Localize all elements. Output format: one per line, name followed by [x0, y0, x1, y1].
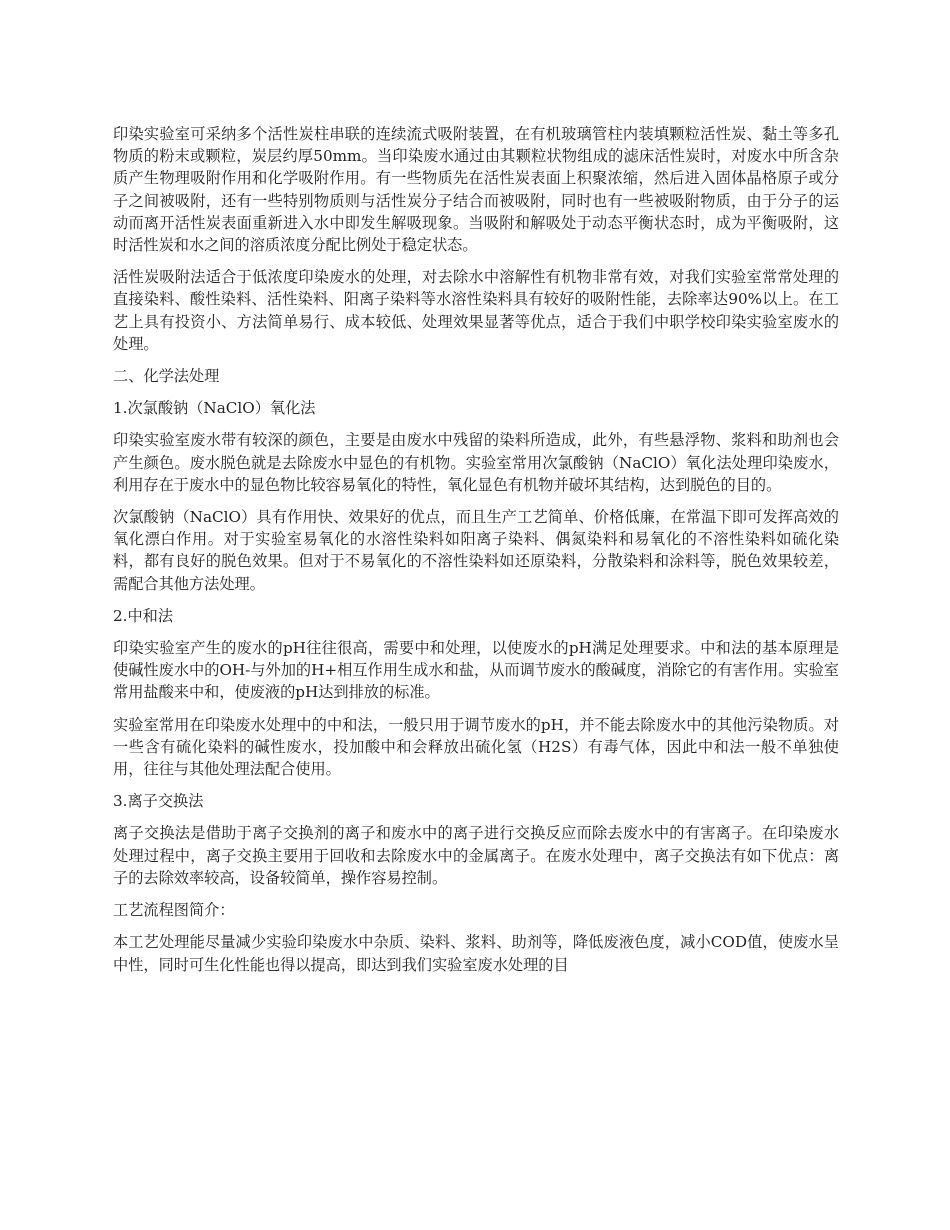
paragraph-activated-carbon-adsorption: 印染实验室可采纳多个活性炭柱串联的连续流式吸附装置，在有机玻璃管柱内装填颗粒活性炭、黏土等多孔物质的粉末或颗粒，炭层约厚50mm。当印染废水通过由其颗粒状物组成的滤床活性炭时，对废水中所含杂质产生物理吸附作用和化学吸附作用。有一些物质先在活性炭表面上积聚浓缩，然后进入固体晶格原子或分子之间被吸附，还有一些特别物质则与活性炭分子结合而被吸附，同时也有一些被吸附物质，由于分子的运动而离开活性炭表面重新进入水中即发生解吸现象。当吸附和解吸处于动态平衡状态时，成为平衡吸附，这时活性炭和水之间的溶质浓度分配比例处于稳定状态。 — [113, 125, 839, 255]
subheading-ion-exchange: 3.离子交换法 — [113, 792, 204, 811]
paragraph-naclo-decolorization: 印染实验室废水带有较深的颜色，主要是由废水中残留的染料所造成，此外，有些悬浮物、浆料和助剂也会产生颜色。废水脱色就是去除废水中显色的有机物。实验室常用次氯酸钠（NaClO）氧化法处理印染废水，利用存在于废水中的显色物比较容易氧化的特性，氧化显色有机物并破坏其结构，达到脱色的目的。 — [113, 431, 839, 494]
paragraph-naclo-advantages: 次氯酸钠（NaClO）具有作用快、效果好的优点，而且生产工艺简单、价格低廉，在常温下即可发挥高效的氧化漂白作用。对于实验室易氧化的水溶性染料如阳离子染料、偶氮染料和易氧化的不溶性染料如硫化染料，都有良好的脱色效果。但对于不易氧化的不溶性染料如还原染料，分散染料和涂料等，脱色效果较差，需配合其他方法处理。 — [113, 508, 839, 593]
subheading-process-flow: 工艺流程图简介： — [113, 901, 235, 920]
paragraph-neutralization-limits: 实验室常用在印染废水处理中的中和法，一般只用于调节废水的pH，并不能去除废水中的其他污染物质。对一些含有硫化染料的碱性废水，投加酸中和会释放出硫化氢（H2S）有毒气体，因此中和法一般不单独使用，往往与其他处理法配合使用。 — [113, 715, 839, 779]
subheading-neutralization: 2.中和法 — [113, 606, 174, 625]
document-page — [113, 123, 839, 986]
paragraph-neutralization-principle: 印染实验室产生的废水的pH往往很高，需要中和处理，以使废水的pH满足处理要求。中和法的基本原理是使碱性废水中的OH-与外加的H+相互作用生成水和盐，从而调节废水的酸碱度，消除它的有害作用。实验室常用盐酸来中和，使废液的pH达到排放的标准。 — [113, 639, 839, 702]
section-heading-chemical-treatment: 二、化学法处理 — [113, 367, 220, 386]
paragraph-process-flow-intro: 本工艺处理能尽量减少实验印染废水中杂质、染料、浆料、助剂等，降低废液色度，减小COD值，使废水呈中性，同时可生化性能也得以提高，即达到我们实验室废水处理的目 — [113, 933, 839, 974]
paragraph-activated-carbon-advantages: 活性炭吸附法适合于低浓度印染废水的处理，对去除水中溶解性有机物非常有效，对我们实验室常常处理的直接染料、酸性染料、活性染料、阳离子染料等水溶性染料具有较好的吸附性能，去除率达90%以上。在工艺上具有投资小、方法简单易行、成本较低、处理效果显著等优点，适合于我们中职学校印染实验室废水的处理。 — [113, 268, 839, 353]
subheading-naclo-oxidation: 1.次氯酸钠（NaClO）氧化法 — [113, 399, 316, 418]
paragraph-ion-exchange: 离子交换法是借助于离子交换剂的离子和废水中的离子进行交换反应而除去废水中的有害离子。在印染废水处理过程中，离子交换主要用于回收和去除废水中的金属离子。在废水处理中，离子交换法有如下优点：离子的去除效率较高，设备较简单，操作容易控制。 — [113, 824, 839, 887]
